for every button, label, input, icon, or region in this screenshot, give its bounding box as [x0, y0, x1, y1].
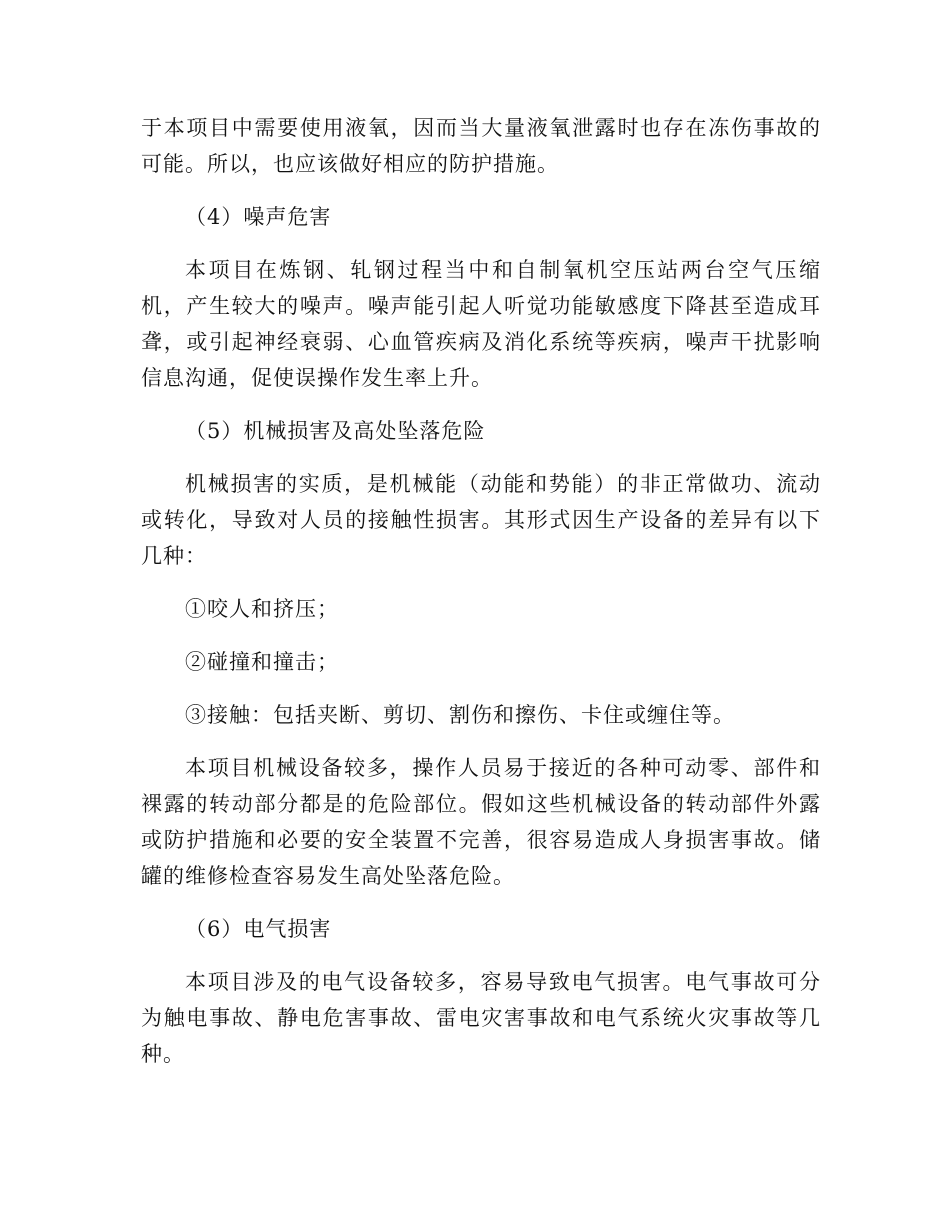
document-body — [141, 110, 821, 1072]
paragraph-electrical-hazard: 本项目涉及的电气设备较多，容易导致电气损害。电气事故可分为触电事故、静电危害事故、雷电灾害事故和电气系统火灾事故等几种。 — [141, 970, 821, 1066]
paragraph-noise-hazard: 本项目在炼钢、轧钢过程当中和自制氧机空压站两台空气压缩机，产生较大的噪声。噪声能引起人听觉功能敏感度下降甚至造成耳聋，或引起神经衰弱、心血管疾病及消化系统等疾病，噪声干扰影响信息沟通，促使误操作发生率上升。 — [141, 258, 821, 390]
paragraph-continuation: 于本项目中需要使用液氧，因而当大量液氧泄露时也存在冻伤事故的可能。所以，也应该做好相应的防护措施。 — [141, 116, 821, 176]
section-heading-noise-hazard: （4）噪声危害 — [185, 205, 332, 229]
section-heading-mechanical-hazard: （5）机械损害及高处坠落危险 — [185, 419, 486, 443]
paragraph-mechanical-detail: 本项目机械设备较多，操作人员易于接近的各种可动零、部件和裸露的转动部分都是的危险部位。假如这些机械设备的转动部件外露或防护措施和必要的安全装置不完善，很容易造成人身损害事故。储罐的维修检查容易发生高处坠落危险。 — [141, 756, 821, 888]
list-item-1: ①咬人和挤压； — [185, 597, 339, 621]
list-item-2: ②碰撞和撞击； — [185, 650, 339, 674]
paragraph-mechanical-intro: 机械损害的实质，是机械能（动能和势能）的非正常做功、流动或转化，导致对人员的接触性损害。其形式因生产设备的差异有以下几种： — [141, 472, 821, 568]
list-item-3: ③接触：包括夹断、剪切、割伤和擦伤、卡住或缠住等。 — [185, 703, 735, 727]
section-heading-electrical-hazard: （6）电气损害 — [185, 917, 332, 941]
